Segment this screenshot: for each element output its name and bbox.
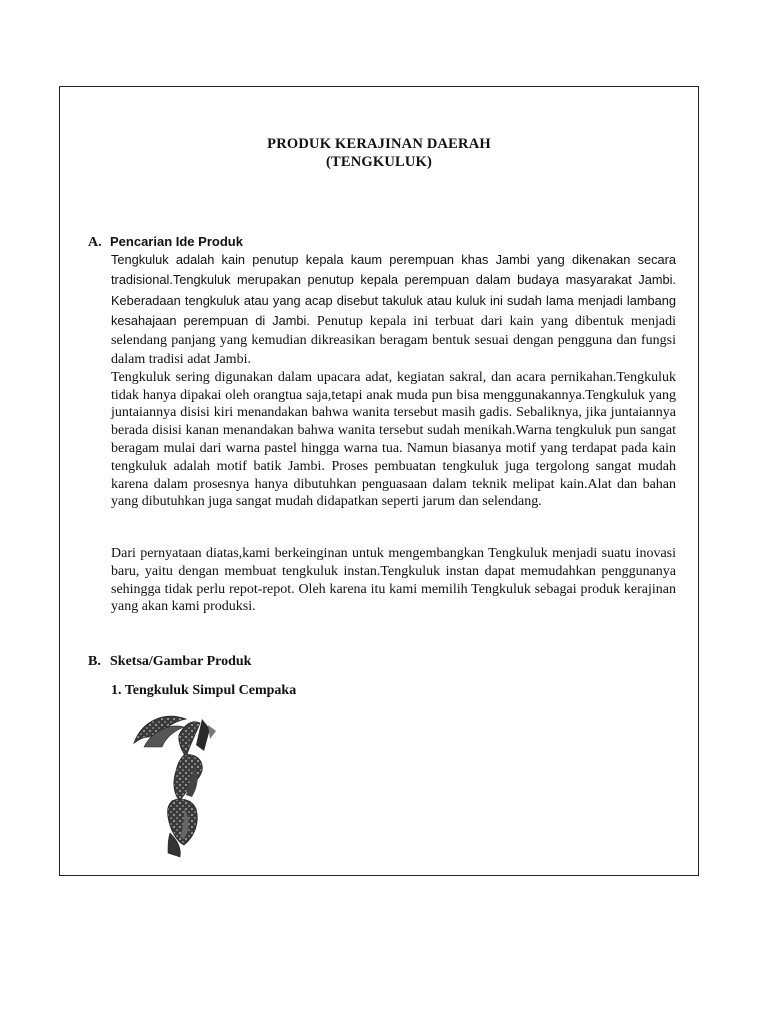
section-a-heading — [88, 233, 243, 251]
document-title: PRODUK KERAJINAN DAERAH — [267, 136, 491, 152]
document-subtitle: (TENGKULUK) — [325, 154, 433, 170]
tengkuluk-illustration — [124, 705, 264, 865]
section-a-title: Pencarian Ide Produk — [110, 234, 243, 249]
section-b-heading — [88, 654, 251, 670]
section-a-letter: A. — [88, 235, 102, 250]
document-frame — [59, 86, 699, 876]
section-b-title: Sketsa/Gambar Produk — [110, 654, 252, 669]
paragraph-1-serif: Penutup kepala ini terbuat dari kain yang dibentuk menjadi selendang panjang yang kemudian dikreasikan beragam bentuk sesuai dengan pengguna dan fungsi dalam tradisi adat Jambi. — [111, 313, 676, 367]
section-b-letter: B. — [88, 654, 101, 669]
product-subheading: 1. Tengkuluk Simpul Cempaka — [111, 683, 297, 698]
paragraph-2: Tengkuluk sering digunakan dalam upacara adat, kegiatan sakral, dan acara pernikahan.Tengkuluk tidak hanya dipakai oleh orangtua saja,tetapi anak muda pun bisa menggunakannya.Tengkuluk yang juntaiannya disisi kiri menandakan bahwa wanita tersebut masih gadis. Sebaliknya, jika juntaiannya berada disisi kanan menandakan bahwa wanita tersebut sudah menikah.Warna tengkuluk pun sangat beragam mulai dari warna pastel hingga warna tua. Namun biasanya motif yang terdapat pada kain tengkuluk adalah motif batik Jambi. Proses pembuatan tengkuluk juga tergolong sangat mudah karena dalam prosesnya hanya dibutuhkan penguasaan dalam teknik melipat kain.Alat dan bahan yang dibutuhkan juga sangat mudah didapatkan seperti jarum dan selendang. — [111, 369, 676, 510]
paragraph-1-sans: Tengkuluk adalah kain penutup kepala kaum perempuan khas Jambi yang dikenakan secara tradisional.Tengkuluk merupakan penutup kepala perempuan dalam budaya masyarakat Jambi. Keberadaan tengkuluk atau yang acap disebut takuluk atau kuluk ini sudah lama menjadi lambang kesahajaan perempuan di Jambi. — [111, 252, 676, 328]
section-a-body — [111, 250, 676, 511]
paragraph-3: Dari pernyataan diatas,kami berkeinginan untuk mengembangkan Tengkuluk menjadi suatu inovasi baru, yaitu dengan membuat tengkuluk instan.Tengkuluk instan dapat memudahkan penggunanya sehingga tidak perlu repot-repot. Oleh karena itu kami memilih Tengkuluk sebagai produk kerajinan yang akan kami produksi. — [111, 546, 676, 615]
